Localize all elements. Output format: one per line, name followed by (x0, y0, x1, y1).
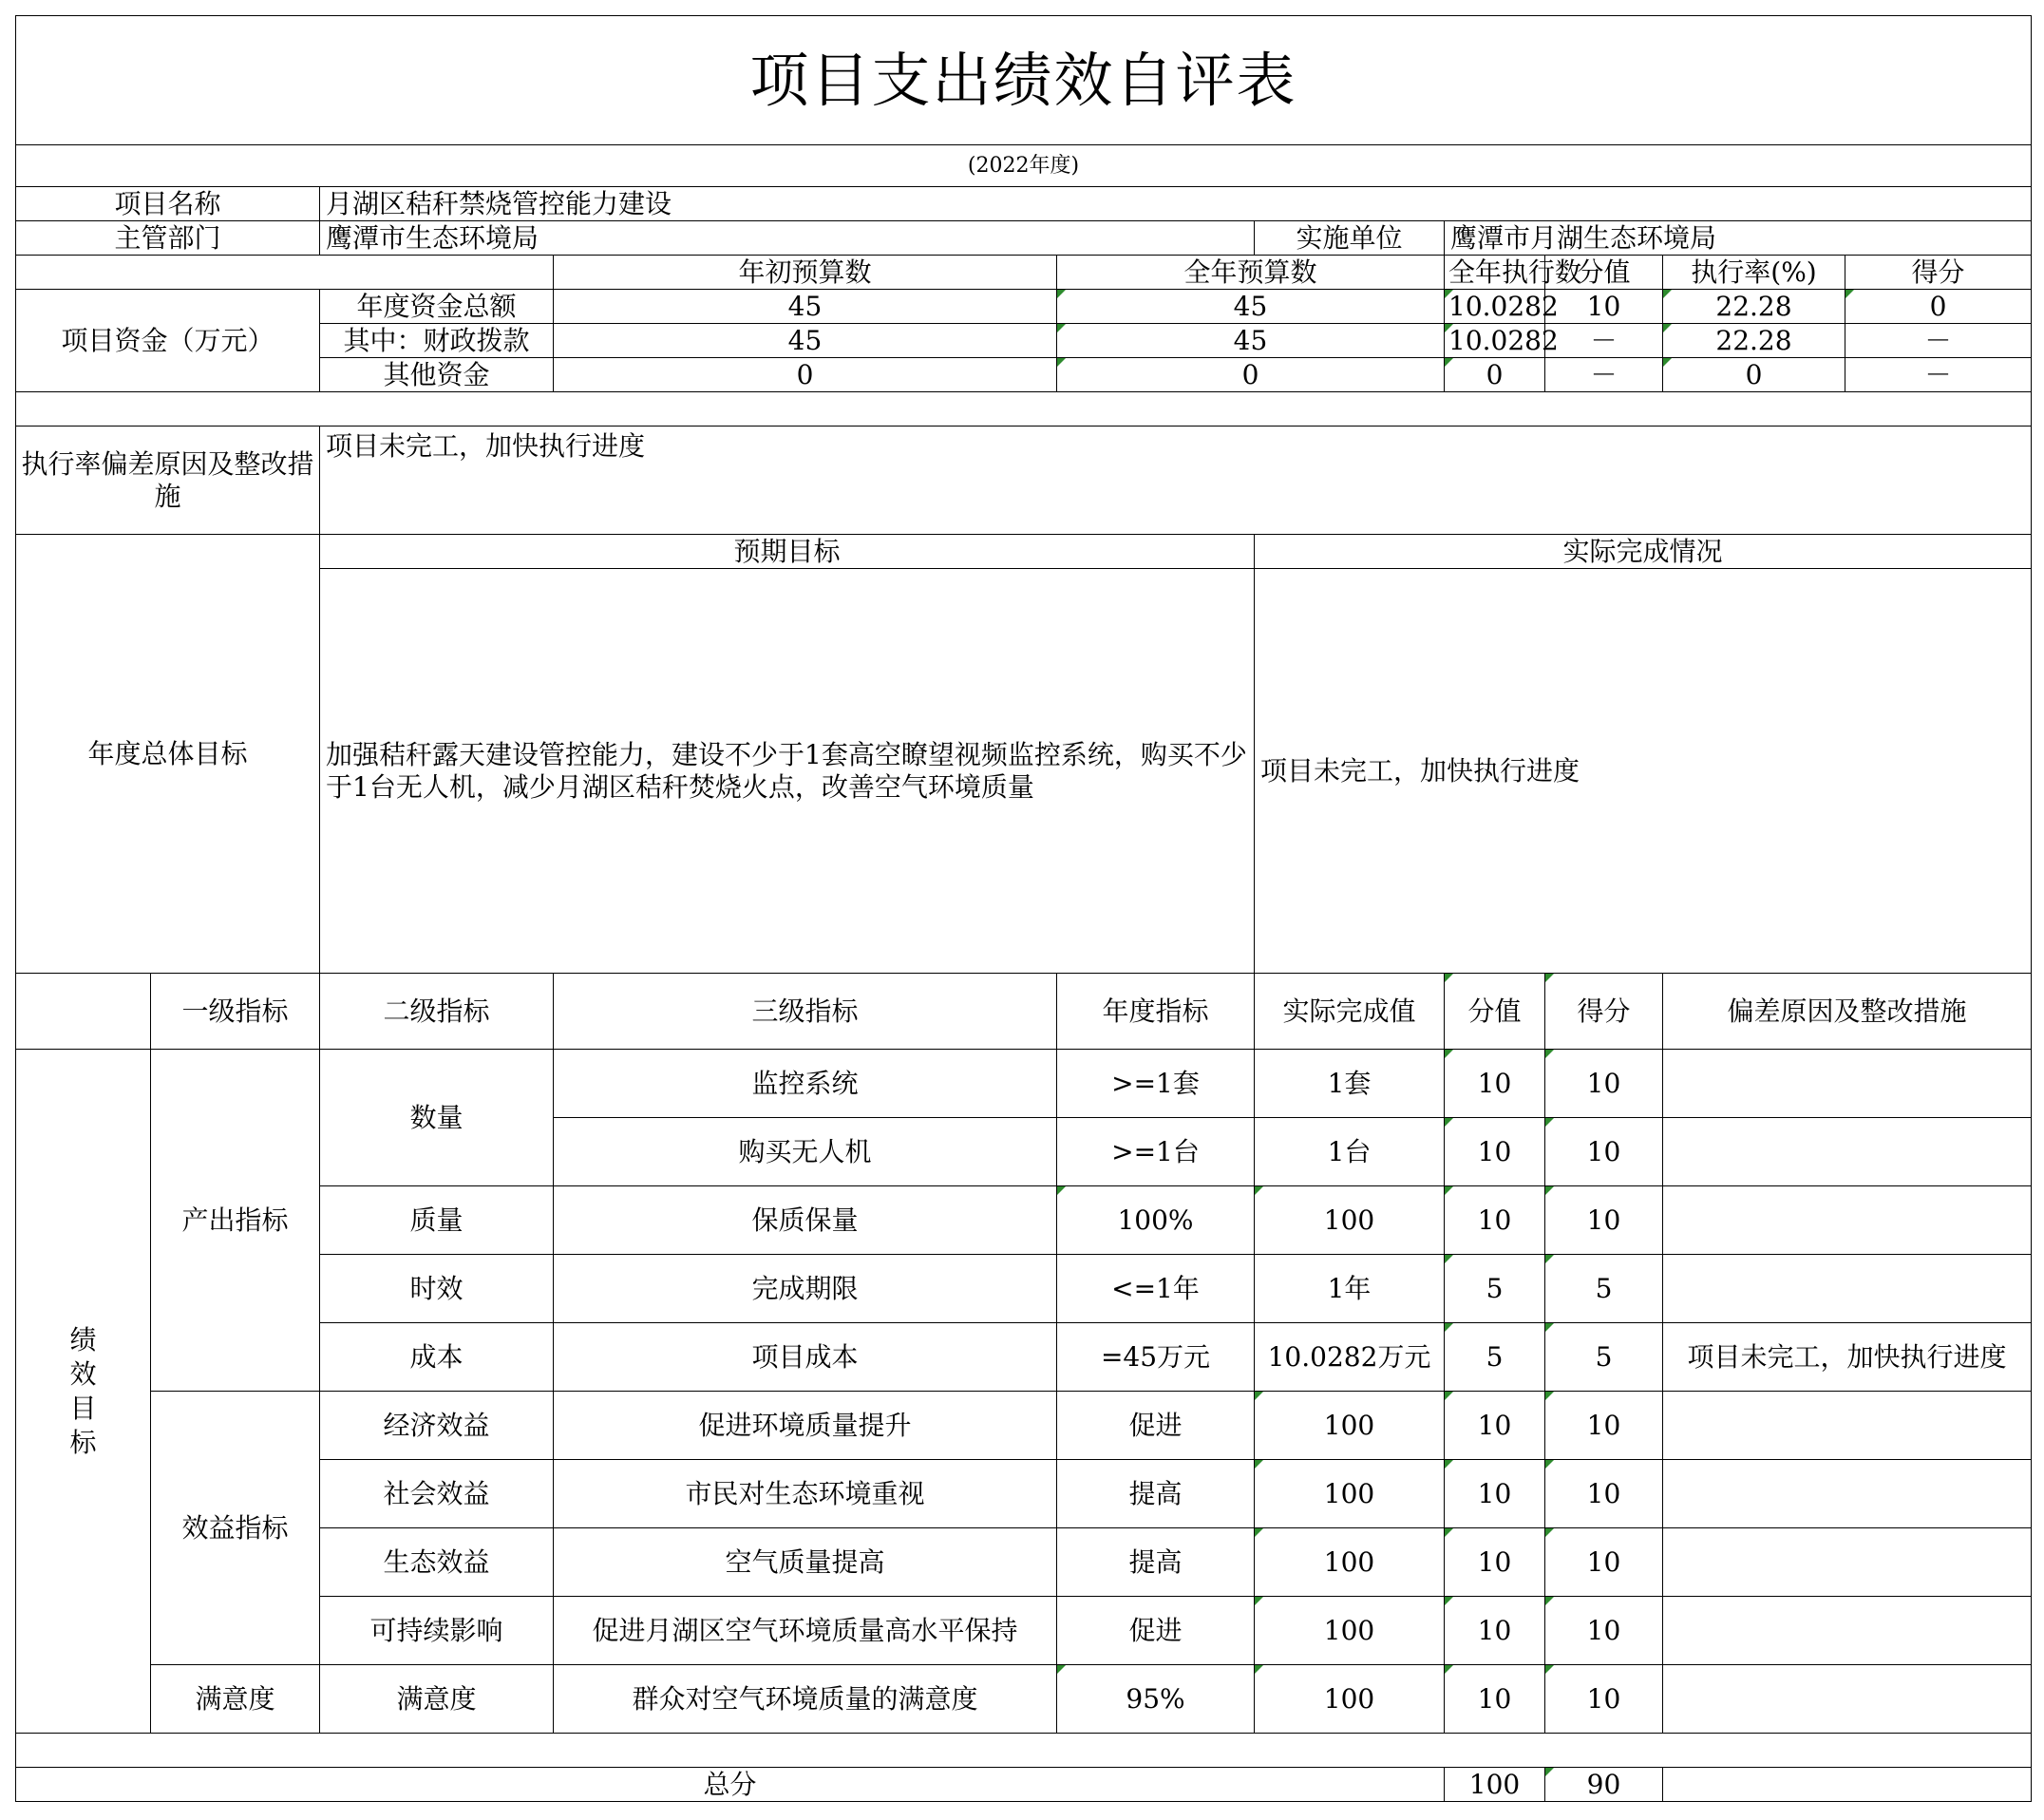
perf-target: 95% (1057, 1665, 1255, 1734)
perf-score: 10 (1545, 1118, 1663, 1186)
perf-note (1663, 1118, 2032, 1186)
perf-value: 10 (1445, 1597, 1545, 1665)
perf-score: 10 (1545, 1460, 1663, 1528)
perf-value: 10 (1445, 1392, 1545, 1460)
blank-row (16, 392, 2032, 427)
perf-header-actual: 实际完成值 (1255, 974, 1445, 1050)
fund-row-name: 其他资金 (320, 358, 554, 392)
perf-value: 10 (1445, 1186, 1545, 1255)
total-label: 总分 (16, 1768, 1445, 1802)
funds-header-exec: 全年执行数 (1445, 256, 1545, 290)
perf-target: >=1套 (1057, 1050, 1255, 1118)
perf-target: 提高 (1057, 1528, 1255, 1597)
deviation-label: 执行率偏差原因及整改措施 (16, 427, 320, 535)
fund-row-score: 0 (1845, 290, 2032, 324)
fund-row-init: 0 (554, 358, 1057, 392)
impl-unit-value: 鹰潭市月湖生态环境局 (1445, 221, 2032, 256)
perf-section-label: 绩效目标 (16, 1050, 151, 1734)
fund-row-name: 年度资金总额 (320, 290, 554, 324)
fund-row-init: 45 (554, 324, 1057, 358)
perf-note (1663, 1255, 2032, 1323)
deviation-text: 项目未完工，加快执行进度 (320, 427, 2032, 535)
perf-actual: 100 (1255, 1665, 1445, 1734)
perf-note (1663, 1528, 2032, 1597)
perf-l2: 数量 (320, 1050, 554, 1186)
dept-value: 鹰潭市生态环境局 (320, 221, 1255, 256)
perf-header-value: 分值 (1445, 974, 1545, 1050)
fund-row-score-value: － (1545, 358, 1663, 392)
perf-l1-benefit: 效益指标 (151, 1392, 320, 1665)
perf-score: 10 (1545, 1050, 1663, 1118)
project-name-label: 项目名称 (16, 187, 320, 221)
perf-header-blank (16, 974, 151, 1050)
perf-note (1663, 1050, 2032, 1118)
perf-table (15, 15, 2032, 1802)
fund-row-exec: 0 (1445, 358, 1545, 392)
expected-text: 加强秸秆露天建设管控能力，建设不少于1套高空瞭望视频监控系统，购买不少于1台无人机，减少月湖区秸秆焚烧火点，改善空气环境质量 (320, 569, 1255, 974)
perf-score: 10 (1545, 1597, 1663, 1665)
perf-actual: 10.0282万元 (1255, 1323, 1445, 1392)
funds-header-rate: 执行率(%) (1663, 256, 1845, 290)
perf-l2: 满意度 (320, 1665, 554, 1734)
funds-header-score: 得分 (1845, 256, 2032, 290)
perf-note (1663, 1597, 2032, 1665)
perf-l2: 可持续影响 (320, 1597, 554, 1665)
perf-actual: 1台 (1255, 1118, 1445, 1186)
fund-row-score-value: 10 (1545, 290, 1663, 324)
fund-row-rate: 22.28 (1663, 290, 1845, 324)
fund-row-full: 45 (1057, 290, 1445, 324)
perf-l3: 购买无人机 (554, 1118, 1057, 1186)
perf-l2: 成本 (320, 1323, 554, 1392)
perf-target: >=1台 (1057, 1118, 1255, 1186)
perf-l2: 质量 (320, 1186, 554, 1255)
perf-target: <=1年 (1057, 1255, 1255, 1323)
annual-goal-label: 年度总体目标 (16, 535, 320, 974)
fund-row-exec: 10.0282 (1445, 290, 1545, 324)
expected-label: 预期目标 (320, 535, 1255, 569)
blank-row (16, 1734, 2032, 1768)
fund-row-full: 0 (1057, 358, 1445, 392)
funds-header-score-value: 分值 (1545, 256, 1663, 290)
perf-note (1663, 1460, 2032, 1528)
perf-target: =45万元 (1057, 1323, 1255, 1392)
perf-score: 10 (1545, 1392, 1663, 1460)
fund-row-rate: 22.28 (1663, 324, 1845, 358)
fund-row-full: 45 (1057, 324, 1445, 358)
perf-score: 5 (1545, 1323, 1663, 1392)
total-blank (1663, 1768, 2032, 1802)
impl-unit-label: 实施单位 (1255, 221, 1445, 256)
funds-header-blank (16, 256, 554, 290)
perf-target: 提高 (1057, 1460, 1255, 1528)
fund-row-init: 45 (554, 290, 1057, 324)
perf-score: 5 (1545, 1255, 1663, 1323)
perf-l2: 时效 (320, 1255, 554, 1323)
perf-actual: 100 (1255, 1597, 1445, 1665)
perf-actual: 100 (1255, 1460, 1445, 1528)
funds-header-init: 年初预算数 (554, 256, 1057, 290)
perf-value: 10 (1445, 1528, 1545, 1597)
perf-note (1663, 1665, 2032, 1734)
fund-row-score-value: － (1545, 324, 1663, 358)
perf-l2: 社会效益 (320, 1460, 554, 1528)
perf-target: 促进 (1057, 1392, 1255, 1460)
dept-label: 主管部门 (16, 221, 320, 256)
perf-actual: 100 (1255, 1186, 1445, 1255)
perf-l3: 市民对生态环境重视 (554, 1460, 1057, 1528)
perf-header-target: 年度指标 (1057, 974, 1255, 1050)
perf-value: 10 (1445, 1050, 1545, 1118)
fund-row-exec: 10.0282 (1445, 324, 1545, 358)
perf-note (1663, 1392, 2032, 1460)
perf-score: 10 (1545, 1665, 1663, 1734)
perf-value: 10 (1445, 1118, 1545, 1186)
perf-header-l2: 二级指标 (320, 974, 554, 1050)
perf-actual: 100 (1255, 1392, 1445, 1460)
perf-l3: 促进环境质量提升 (554, 1392, 1057, 1460)
perf-l3: 空气质量提高 (554, 1528, 1057, 1597)
perf-l1-satisfaction: 满意度 (151, 1665, 320, 1734)
perf-target: 100% (1057, 1186, 1255, 1255)
project-name: 月湖区秸秆禁烧管控能力建设 (320, 187, 2032, 221)
perf-value: 10 (1445, 1665, 1545, 1734)
fund-row-rate: 0 (1663, 358, 1845, 392)
perf-header-note: 偏差原因及整改措施 (1663, 974, 2032, 1050)
total-score: 90 (1545, 1768, 1663, 1802)
perf-header-l3: 三级指标 (554, 974, 1057, 1050)
perf-value: 5 (1445, 1255, 1545, 1323)
perf-score: 10 (1545, 1186, 1663, 1255)
perf-target: 促进 (1057, 1597, 1255, 1665)
perf-header-l1: 一级指标 (151, 974, 320, 1050)
perf-value: 10 (1445, 1460, 1545, 1528)
perf-note: 项目未完工，加快执行进度 (1663, 1323, 2032, 1392)
perf-l2: 经济效益 (320, 1392, 554, 1460)
perf-actual: 1年 (1255, 1255, 1445, 1323)
fund-row-score: － (1845, 358, 2032, 392)
perf-header-score: 得分 (1545, 974, 1663, 1050)
perf-l3: 完成期限 (554, 1255, 1057, 1323)
perf-l3: 项目成本 (554, 1323, 1057, 1392)
fund-row-score: － (1845, 324, 2032, 358)
funds-label: 项目资金（万元） (16, 290, 320, 392)
perf-score: 10 (1545, 1528, 1663, 1597)
funds-header-full: 全年预算数 (1057, 256, 1445, 290)
page-title: 项目支出绩效自评表 (16, 16, 2032, 145)
perf-note (1663, 1186, 2032, 1255)
perf-l3: 监控系统 (554, 1050, 1057, 1118)
perf-l3: 保质保量 (554, 1186, 1057, 1255)
actual-label: 实际完成情况 (1255, 535, 2032, 569)
total-value: 100 (1445, 1768, 1545, 1802)
perf-actual: 1套 (1255, 1050, 1445, 1118)
perf-l2: 生态效益 (320, 1528, 554, 1597)
perf-l1-output: 产出指标 (151, 1050, 320, 1392)
perf-actual: 100 (1255, 1528, 1445, 1597)
perf-l3: 群众对空气环境质量的满意度 (554, 1665, 1057, 1734)
perf-l3: 促进月湖区空气环境质量高水平保持 (554, 1597, 1057, 1665)
actual-text: 项目未完工，加快执行进度 (1255, 569, 2032, 974)
perf-value: 5 (1445, 1323, 1545, 1392)
fund-row-name: 其中：财政拨款 (320, 324, 554, 358)
year-label: (2022年度) (16, 145, 2032, 187)
